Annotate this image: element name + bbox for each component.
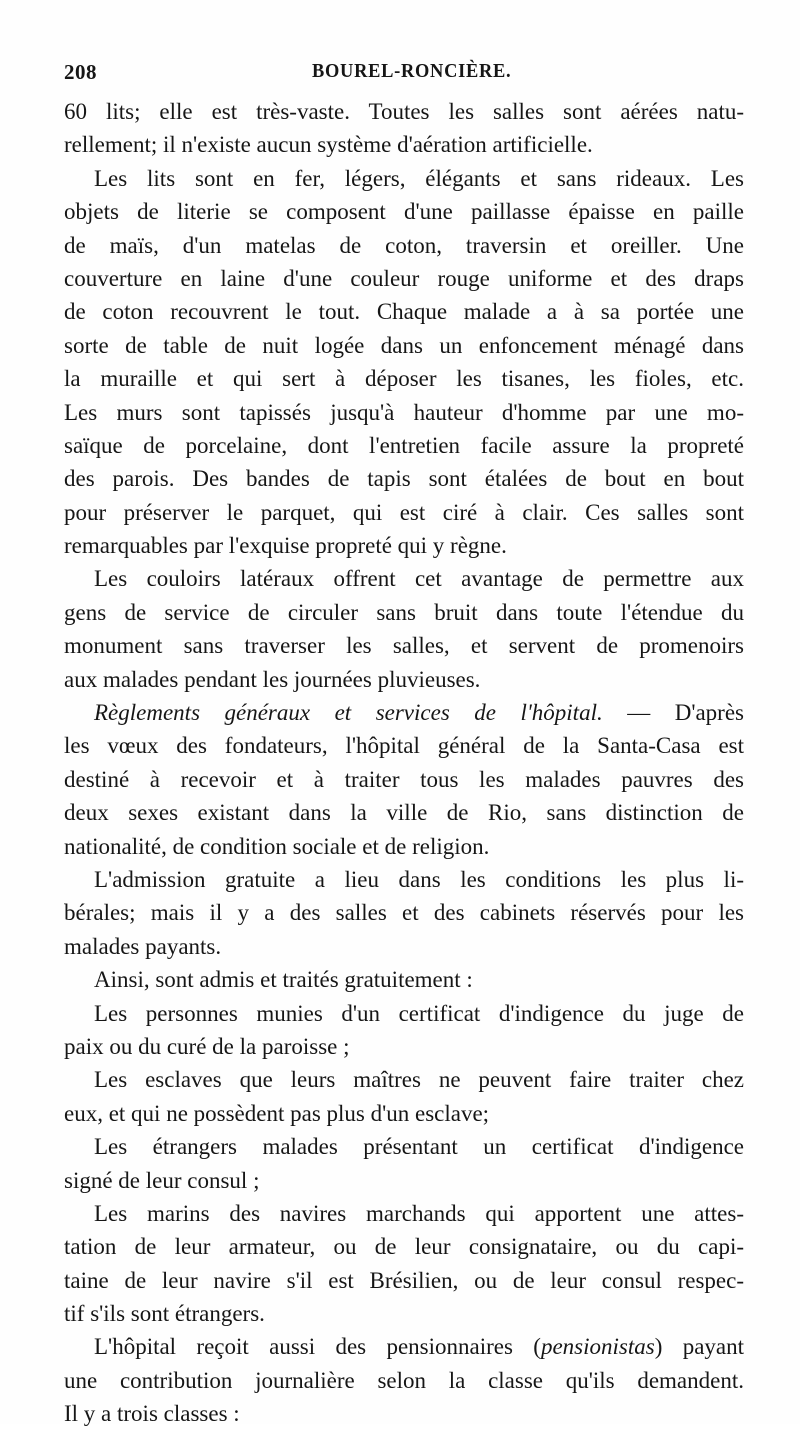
text-line: une contribution journalière selon la classe qu'ils demandent. bbox=[64, 1367, 744, 1393]
text-line: Les lits sont en fer, légers, élégants et sans rideaux. Les bbox=[94, 165, 744, 191]
text-line: saïque de porcelaine, dont l'entretien facile assure la propreté bbox=[64, 432, 744, 458]
running-title: BOUREL-RONCIÈRE. bbox=[312, 60, 512, 82]
text-line: Les couloirs latéraux offrent cet avantage de permettre aux bbox=[94, 566, 744, 592]
text-line: Ainsi, sont admis et traités gratuitement : bbox=[94, 967, 473, 993]
text-line: taine de leur navire s'il est Brésilien, ou de leur consul respec- bbox=[64, 1267, 744, 1293]
text-line: remarquables par l'exquise propreté qui y règne. bbox=[64, 533, 507, 559]
text-line: paix ou du curé de la paroisse ; bbox=[64, 1033, 350, 1059]
text-line: pour préserver le parquet, qui est ciré à clair. Ces salles sont bbox=[64, 499, 744, 525]
text-line: objets de literie se composent d'une paillasse épaisse en paille bbox=[64, 199, 744, 225]
text-line: tation de leur armateur, ou de leur consignataire, ou du capi- bbox=[64, 1234, 744, 1260]
text-line: L'admission gratuite a lieu dans les conditions les plus li- bbox=[94, 866, 744, 892]
text-line: nationalité, de condition sociale et de religion. bbox=[64, 833, 490, 859]
text-line: Les esclaves que leurs maîtres ne peuvent faire traiter chez bbox=[94, 1067, 744, 1093]
text-line: des parois. Des bandes de tapis sont étalées de bout en bout bbox=[64, 466, 744, 492]
text-line: Il y a trois classes : bbox=[64, 1401, 240, 1427]
text-line: signé de leur consul ; bbox=[64, 1167, 260, 1193]
text-line: gens de service de circuler sans bruit dans toute l'étendue du bbox=[64, 599, 744, 625]
text-line: de maïs, d'un matelas de coton, traversin et oreiller. Une bbox=[64, 232, 744, 258]
text-line: malades payants. bbox=[64, 933, 222, 959]
text-line: couverture en laine d'une couleur rouge uniforme et des draps bbox=[64, 265, 744, 291]
text-line: bérales; mais il y a des salles et des cabinets réservés pour les bbox=[64, 900, 744, 926]
section-heading-line: Règlements généraux et services de l'hôpital. — D'après bbox=[94, 700, 744, 726]
text-line: sorte de table de nuit logée dans un enfoncement ménagé dans bbox=[64, 332, 744, 358]
text-line: tif s'ils sont étrangers. bbox=[64, 1301, 265, 1327]
body-text bbox=[64, 95, 744, 1431]
text-line: les vœux des fondateurs, l'hôpital général de la Santa-Casa est bbox=[64, 733, 744, 759]
page-number: 208 bbox=[64, 60, 97, 84]
text-line: destiné à recevoir et à traiter tous les malades pauvres des bbox=[64, 766, 744, 792]
text-line: monument sans traverser les salles, et servent de promenoirs bbox=[64, 633, 744, 659]
text-line: L'hôpital reçoit aussi des pensionnaires (pensionistas) payant bbox=[94, 1334, 745, 1360]
text-line: 60 lits; elle est très-vaste. Toutes les salles sont aérées natu- bbox=[64, 99, 744, 124]
italic-term: pensionistas bbox=[540, 1334, 655, 1360]
text-line: deux sexes existant dans la ville de Rio, sans distinction de bbox=[64, 800, 744, 826]
text-line: eux, et qui ne possèdent pas plus d'un esclave; bbox=[64, 1100, 490, 1126]
text-line: Les murs sont tapissés jusqu'à hauteur d'homme par une mo- bbox=[64, 399, 744, 425]
text-line: de coton recouvrent le tout. Chaque malade a à sa portée une bbox=[64, 299, 744, 325]
page-header bbox=[64, 54, 740, 88]
text-line: rellement; il n'existe aucun système d'aération artificielle. bbox=[64, 132, 593, 158]
text-line: Les étrangers malades présentant un certificat d'indigence bbox=[94, 1134, 744, 1160]
text-line: aux malades pendant les journées pluvieuses. bbox=[64, 666, 481, 692]
text-line: la muraille et qui sert à déposer les tisanes, les fioles, etc. bbox=[64, 366, 744, 392]
section-heading: Règlements généraux et services de l'hôpital. bbox=[94, 700, 603, 726]
text-line: Les personnes munies d'un certificat d'indigence du juge de bbox=[94, 1000, 744, 1026]
text-line: Les marins des navires marchands qui apportent une attes- bbox=[94, 1200, 744, 1226]
